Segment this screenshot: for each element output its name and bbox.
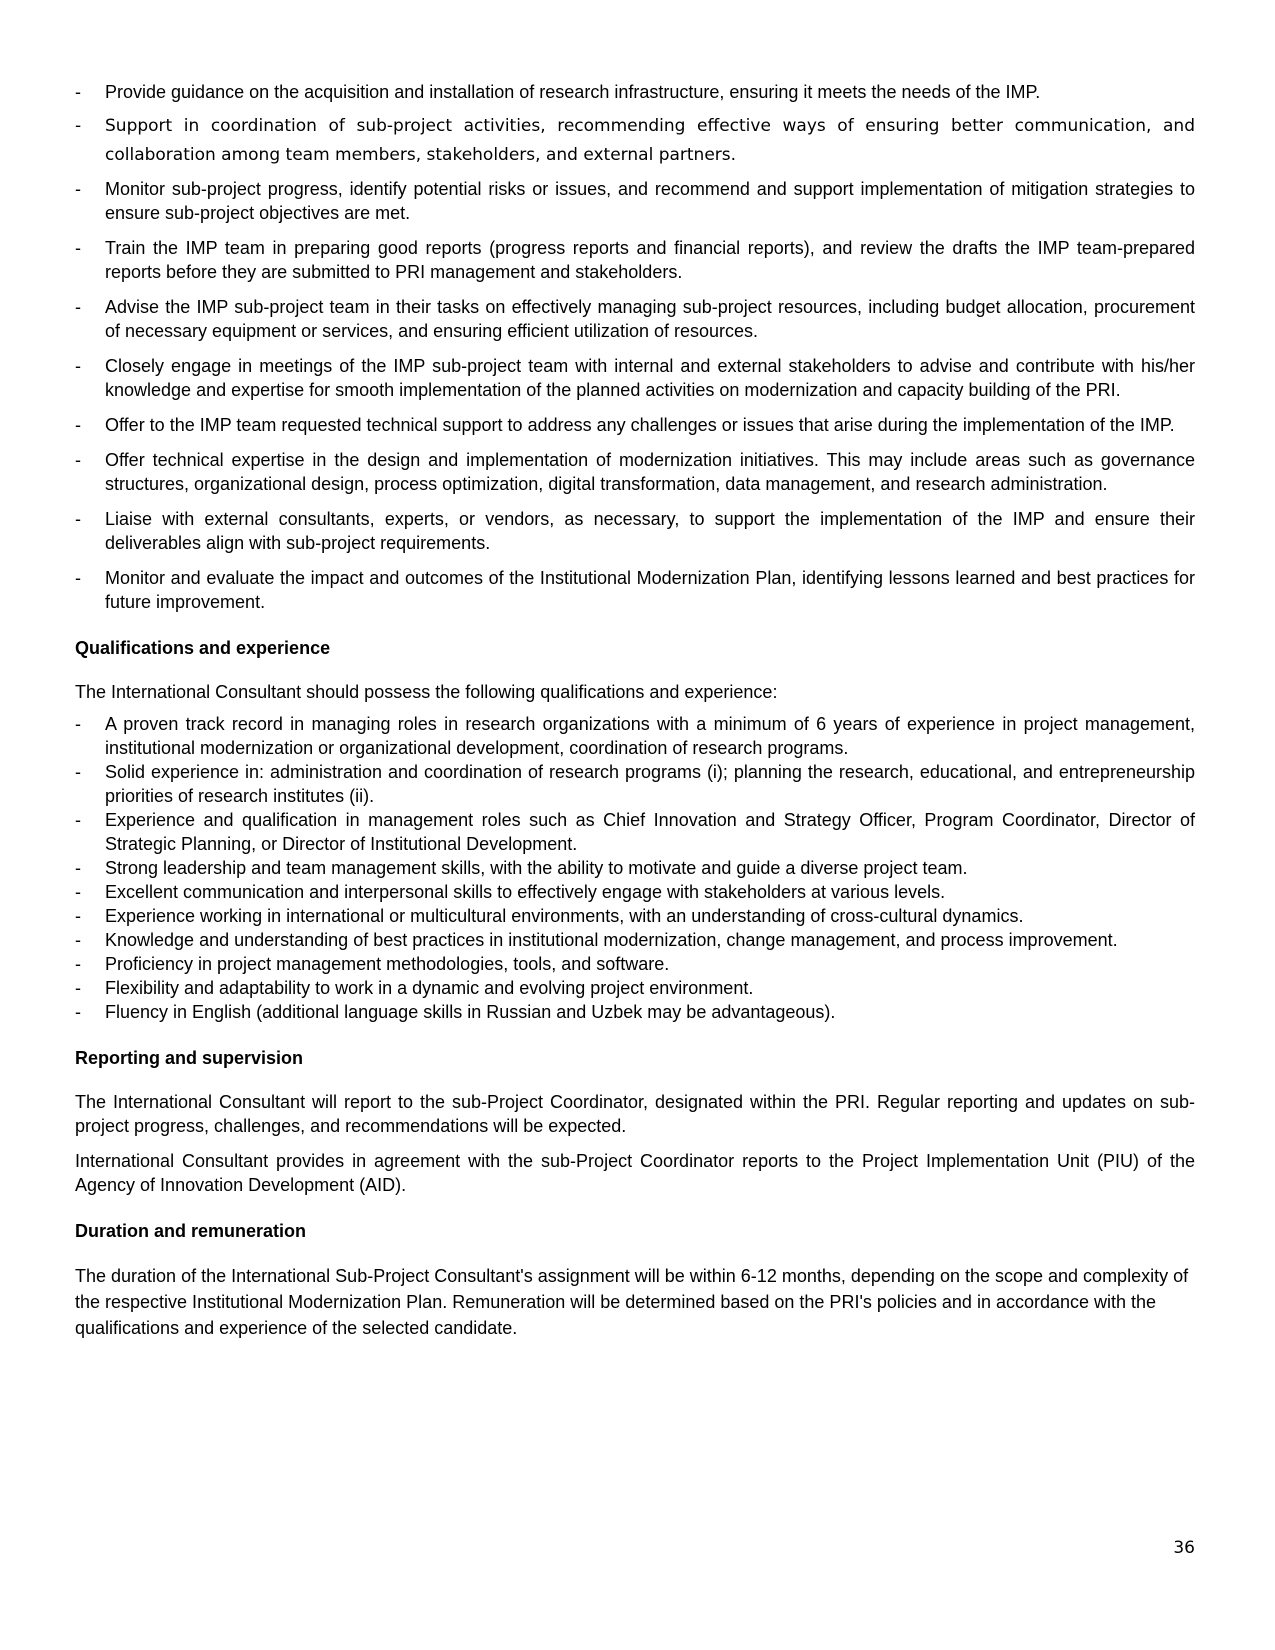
- bullet-dash: -: [75, 714, 81, 734]
- bullet-dash: -: [75, 116, 82, 136]
- list-item: - Proficiency in project management methodologies, tools, and software.: [75, 954, 670, 974]
- list-item: - Experience and qualification in management roles such as Chief Innovation and Strategy Officer, Program Coordinator, Director of Strategic Planning, or Director of Institutional Development.: [75, 810, 1195, 854]
- list-item: - Support in coordination of sub-project activities, recommending effective ways of ensuring better communication, and collaboration among team members, stakeholders, and external partners.: [75, 112, 1195, 170]
- list-item: - Liaise with external consultants, experts, or vendors, as necessary, to support the implementation of the IMP and ensure their deliverables align with sub-project requirements.: [75, 509, 1195, 553]
- list-item: - Fluency in English (additional language skills in Russian and Uzbek may be advantageous).: [75, 1002, 836, 1022]
- bullet-dash: -: [75, 882, 81, 902]
- bullet-dash: -: [75, 978, 81, 998]
- bullet-dash: -: [75, 297, 81, 317]
- bullet-dash: -: [75, 930, 81, 950]
- section-heading-qualifications: Qualifications and experience: [75, 638, 331, 658]
- section-heading-duration: Duration and remuneration: [75, 1221, 307, 1241]
- list-item: - Excellent communication and interpersonal skills to effectively engage with stakeholders at various levels.: [75, 882, 946, 902]
- list-item: - Monitor and evaluate the impact and outcomes of the Institutional Modernization Plan, identifying lessons learned and best practices for future improvement.: [75, 568, 1195, 612]
- bullet-dash: -: [75, 1002, 81, 1022]
- list-item: - Solid experience in: administration and coordination of research programs (i); planning the research, educational, and entrepreneurship priorities of research institutes (ii).: [75, 762, 1195, 806]
- bullet-dash: -: [75, 568, 81, 588]
- page-number: 36: [1173, 1538, 1195, 1558]
- reporting-paragraph: International Consultant provides in agreement with the sub-Project Coordinator reports to the Project Implementation Unit (PIU) of the Agency of Innovation Development (AID).: [75, 1151, 1195, 1195]
- bullet-dash: -: [75, 509, 81, 529]
- bullet-dash: -: [75, 238, 81, 258]
- bullet-dash: -: [75, 415, 81, 435]
- list-item: - Knowledge and understanding of best practices in institutional modernization, change management, and process improvement.: [75, 930, 1118, 950]
- list-item: - Train the IMP team in preparing good reports (progress reports and financial reports), and review the drafts the IMP team-prepared reports before they are submitted to PRI management and stakeholders.: [75, 238, 1195, 282]
- list-item: - Monitor sub-project progress, identify potential risks or issues, and recommend and support implementation of mitigation strategies to ensure sub-project objectives are met.: [75, 179, 1195, 223]
- qualifications-intro: The International Consultant should possess the following qualifications and experience:: [75, 682, 778, 702]
- responsibilities-list: [75, 80, 1195, 614]
- bullet-dash: -: [75, 858, 81, 878]
- document-page: [75, 80, 1195, 1352]
- bullet-dash: -: [75, 179, 81, 199]
- bullet-dash: -: [75, 762, 81, 782]
- list-item: - Strong leadership and team management skills, with the ability to motivate and guide a diverse project team.: [75, 858, 968, 878]
- reporting-paragraph: The International Consultant will report to the sub-Project Coordinator, designated within the PRI. Regular reporting and updates on sub-project progress, challenges, and recommendations will be expected.: [75, 1092, 1195, 1136]
- bullet-dash: -: [75, 810, 81, 830]
- bullet-dash: -: [75, 82, 81, 102]
- list-item: - Flexibility and adaptability to work in a dynamic and evolving project environment.: [75, 978, 754, 998]
- list-item: - Advise the IMP sub-project team in their tasks on effectively managing sub-project resources, including budget allocation, procurement of necessary equipment or services, and ensuring efficient utilization of resources.: [75, 297, 1195, 341]
- duration-paragraph: The duration of the International Sub-Project Consultant's assignment will be within 6-12 months, depending on the scope and complexity of the respective Institutional Modernization Plan. Remuneration will be determined based on the PRI's policies and in accordance with the qualifications and experience of the selected candidate.: [75, 1266, 1189, 1338]
- bullet-dash: -: [75, 356, 81, 376]
- list-item: - Offer to the IMP team requested technical support to address any challenges or issues that arise during the implementation of the IMP.: [75, 415, 1175, 435]
- list-item: - Provide guidance on the acquisition and installation of research infrastructure, ensuring it meets the needs of the IMP.: [75, 82, 1041, 102]
- bullet-dash: -: [75, 954, 81, 974]
- section-heading-reporting: Reporting and supervision: [75, 1048, 304, 1068]
- list-item: - Offer technical expertise in the design and implementation of modernization initiatives. This may include areas such as governance structures, organizational design, process optimization, digital transformation, data management, and research administration.: [75, 450, 1195, 494]
- qualifications-list: [75, 712, 1195, 1024]
- list-item: - A proven track record in managing roles in research organizations with a minimum of 6 years of experience in project management, institutional modernization or organizational development, coordination of research programs.: [75, 714, 1195, 758]
- list-item: - Closely engage in meetings of the IMP sub-project team with internal and external stakeholders to advise and contribute with his/her knowledge and expertise for smooth implementation of the planned activities on modernization and capacity building of the PRI.: [75, 356, 1195, 400]
- bullet-dash: -: [75, 450, 81, 470]
- list-item: - Experience working in international or multicultural environments, with an understanding of cross-cultural dynamics.: [75, 906, 1024, 926]
- bullet-dash: -: [75, 906, 81, 926]
